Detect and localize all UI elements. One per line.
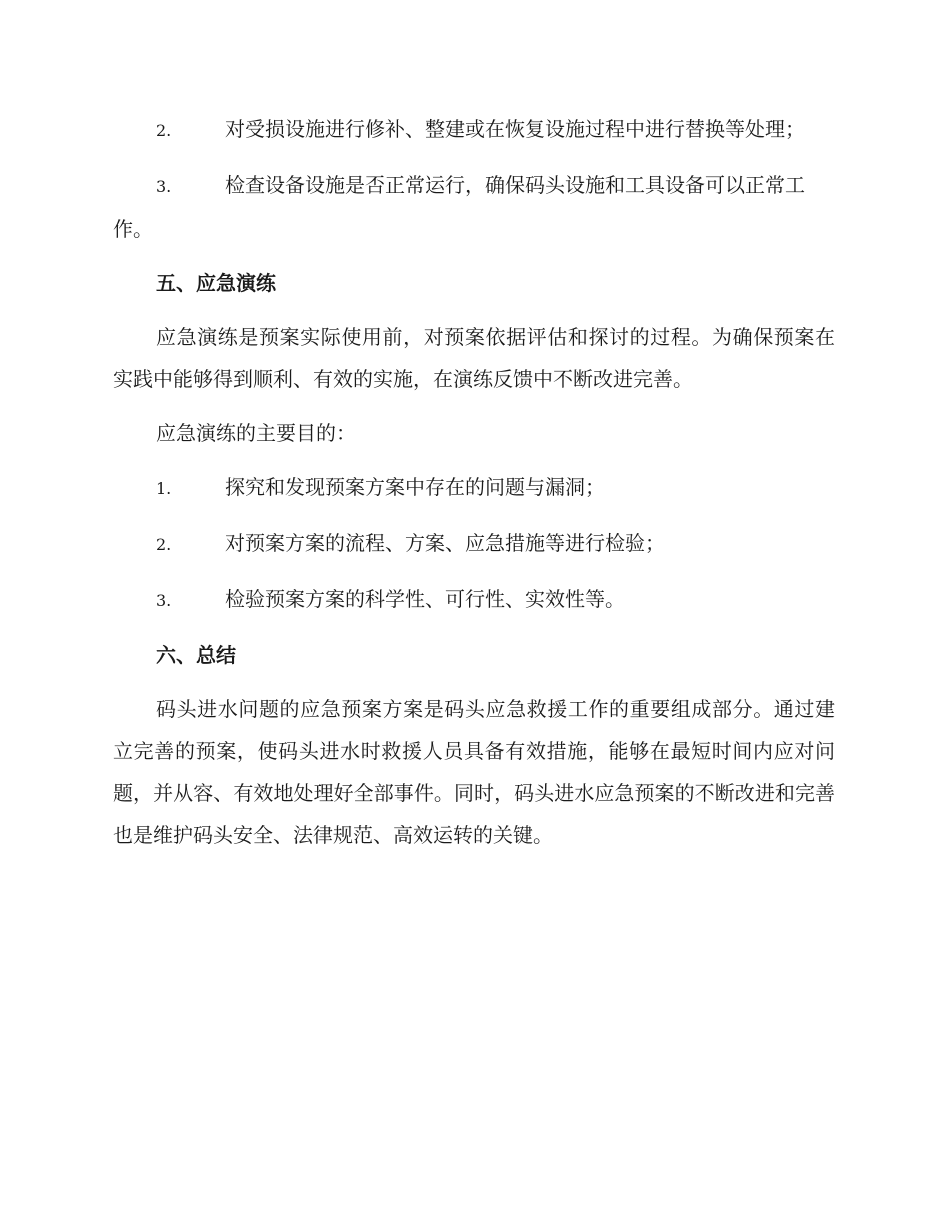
paragraph: 码头进水问题的应急预案方案是码头应急救援工作的重要组成部分。通过建立完善的预案，使码头进水时救援人员具备有效措施，能够在最短时间内应对问题，并从容、有效地处理好全部事件。同时，码头进水应急预案的不断改进和完善也是维护码头安全、法律规范、高效运转的关键。 (113, 697, 835, 847)
list-text: 对预案方案的流程、方案、应急措施等进行检验； (225, 531, 665, 555)
paragraph: 应急演练的主要目的： (156, 421, 356, 445)
list-number: 3. (156, 591, 172, 610)
list-text: 检查设备设施是否正常运行，确保码头设施和工具设备可以正常工作。 (113, 173, 805, 241)
document-body (113, 108, 835, 868)
list-text: 对受损设施进行修补、整建或在恢复设施过程中进行替换等处理； (225, 117, 805, 141)
list-item (113, 108, 835, 152)
list-item (113, 522, 835, 566)
list-item (113, 466, 835, 510)
list-item (113, 164, 835, 250)
list-number: 2. (156, 535, 172, 554)
list-number: 2. (156, 121, 172, 140)
section-heading-summary: 六、总结 (156, 643, 236, 667)
list-text: 探究和发现预案方案中存在的问题与漏洞； (225, 475, 605, 499)
list-number: 1. (156, 479, 172, 498)
paragraph: 应急演练是预案实际使用前，对预案依据评估和探讨的过程。为确保预案在实践中能够得到顺利、有效的实施，在演练反馈中不断改进完善。 (113, 325, 835, 391)
list-item (113, 578, 835, 622)
list-number: 3. (156, 177, 172, 196)
list-text: 检验预案方案的科学性、可行性、实效性等。 (225, 587, 625, 611)
section-heading-emergency-drill: 五、应急演练 (156, 271, 276, 295)
